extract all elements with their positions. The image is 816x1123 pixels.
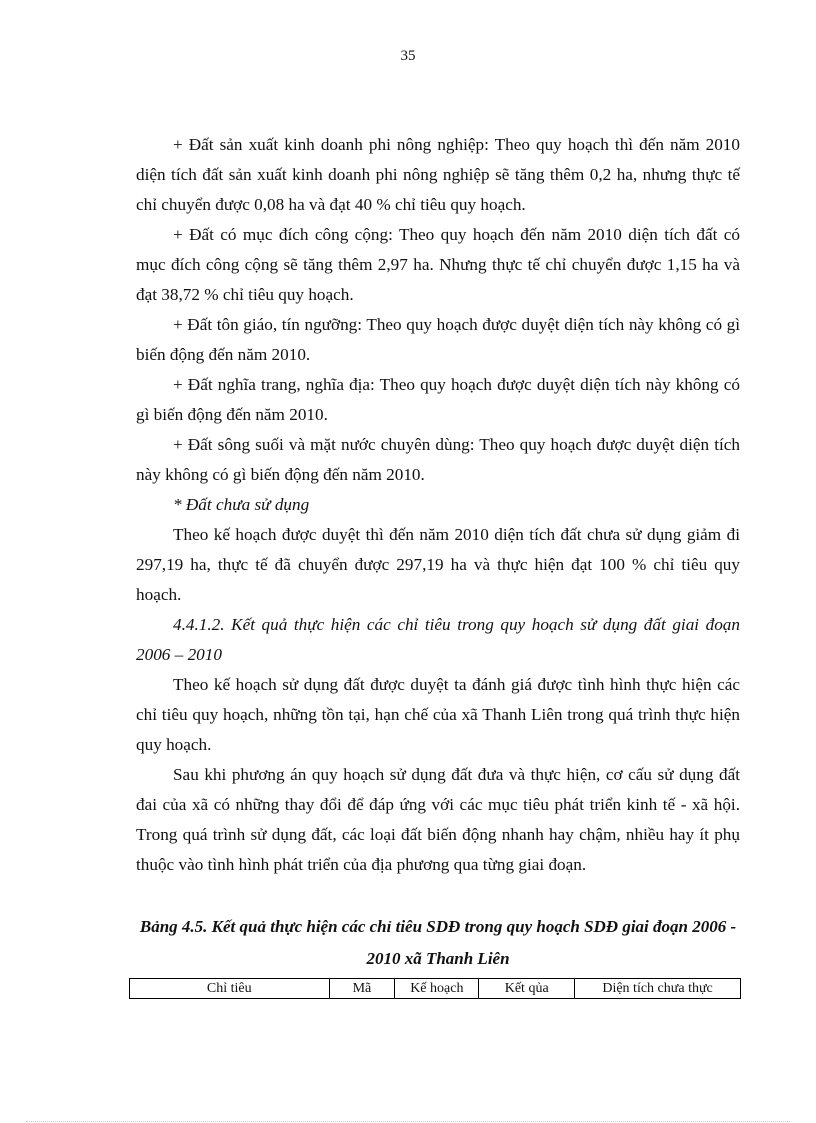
paragraph-cemetery-land: + Đất nghĩa trang, nghĩa địa: Theo quy hoạch được duyệt diện tích này không có gì biến động đến năm 2010. [136, 375, 740, 424]
header-code: Mã [329, 979, 395, 999]
body-text [136, 130, 740, 880]
header-result: Kết qủa [479, 979, 575, 999]
paragraph-nonagri-business-land: + Đất sản xuất kinh doanh phi nông nghiệp: Theo quy hoạch thì đến năm 2010 diện tích đất sản xuất kinh doanh phi nông nghiệp sẽ tăng thêm 0,2 ha, nhưng thực tế chỉ chuyển được 0,08 ha và đạt 40 % chỉ tiêu quy hoạch. [136, 135, 740, 214]
table-header-row [130, 979, 741, 999]
paragraph-unused-land: Theo kế hoạch được duyệt thì đến năm 2010 diện tích đất chưa sử dụng giảm đi 297,19 ha, thực tế đã chuyển được 297,19 ha và thực hiện đạt 100 % chỉ tiêu quy hoạch. [136, 525, 740, 604]
page-number: 35 [400, 48, 416, 64]
page-bottom-divider [26, 1121, 790, 1122]
header-unimplemented-area: Diện tích chưa thực [575, 979, 741, 999]
header-plan: Kế hoạch [395, 979, 479, 999]
subheading-unused-land: * Đất chưa sử dụng [173, 495, 310, 514]
paragraph-river-water-land: + Đất sông suối và mặt nước chuyên dùng: Theo quy hoạch được duyệt diện tích này không có gì biến động đến năm 2010. [136, 435, 740, 484]
section-heading-4-4-1-2: 4.4.1.2. Kết quả thực hiện các chỉ tiêu trong quy hoạch sử dụng đất giai đoạn 2006 – 2010 [136, 615, 740, 664]
paragraph-plan-evaluation: Theo kế hoạch sử dụng đất được duyệt ta đánh giá được tình hình thực hiện các chỉ tiêu quy hoạch, những tồn tại, hạn chế của xã Thanh Liên trong quá trình thực hiện quy hoạch. [136, 675, 740, 754]
paragraph-public-purpose-land: + Đất có mục đích công cộng: Theo quy hoạch đến năm 2010 diện tích đất có mục đích công cộng sẽ tăng thêm 2,97 ha. Nhưng thực tế chỉ chuyển được 1,15 ha và đạt 38,72 % chỉ tiêu quy hoạch. [136, 225, 740, 304]
table-caption: Bảng 4.5. Kết quả thực hiện các chỉ tiêu SDĐ trong quy hoạch SDĐ giai đoạn 2006 - 2010 xã Thanh Liên [139, 917, 737, 968]
paragraph-land-use-structure: Sau khi phương án quy hoạch sử dụng đất đưa và thực hiện, cơ cấu sử dụng đất đai của xã có những thay đổi để đáp ứng với các mục tiêu phát triển kinh tế - xã hội. Trong quá trình sử dụng đất, các loại đất biến động nhanh hay chậm, nhiều hay ít phụ thuộc vào tình hình phát triển của địa phương qua từng giai đoạn. [136, 765, 740, 874]
results-table [129, 978, 741, 999]
header-indicator: Chỉ tiêu [130, 979, 330, 999]
paragraph-religious-land: + Đất tôn giáo, tín ngưỡng: Theo quy hoạch được duyệt diện tích này không có gì biến động đến năm 2010. [136, 315, 740, 364]
